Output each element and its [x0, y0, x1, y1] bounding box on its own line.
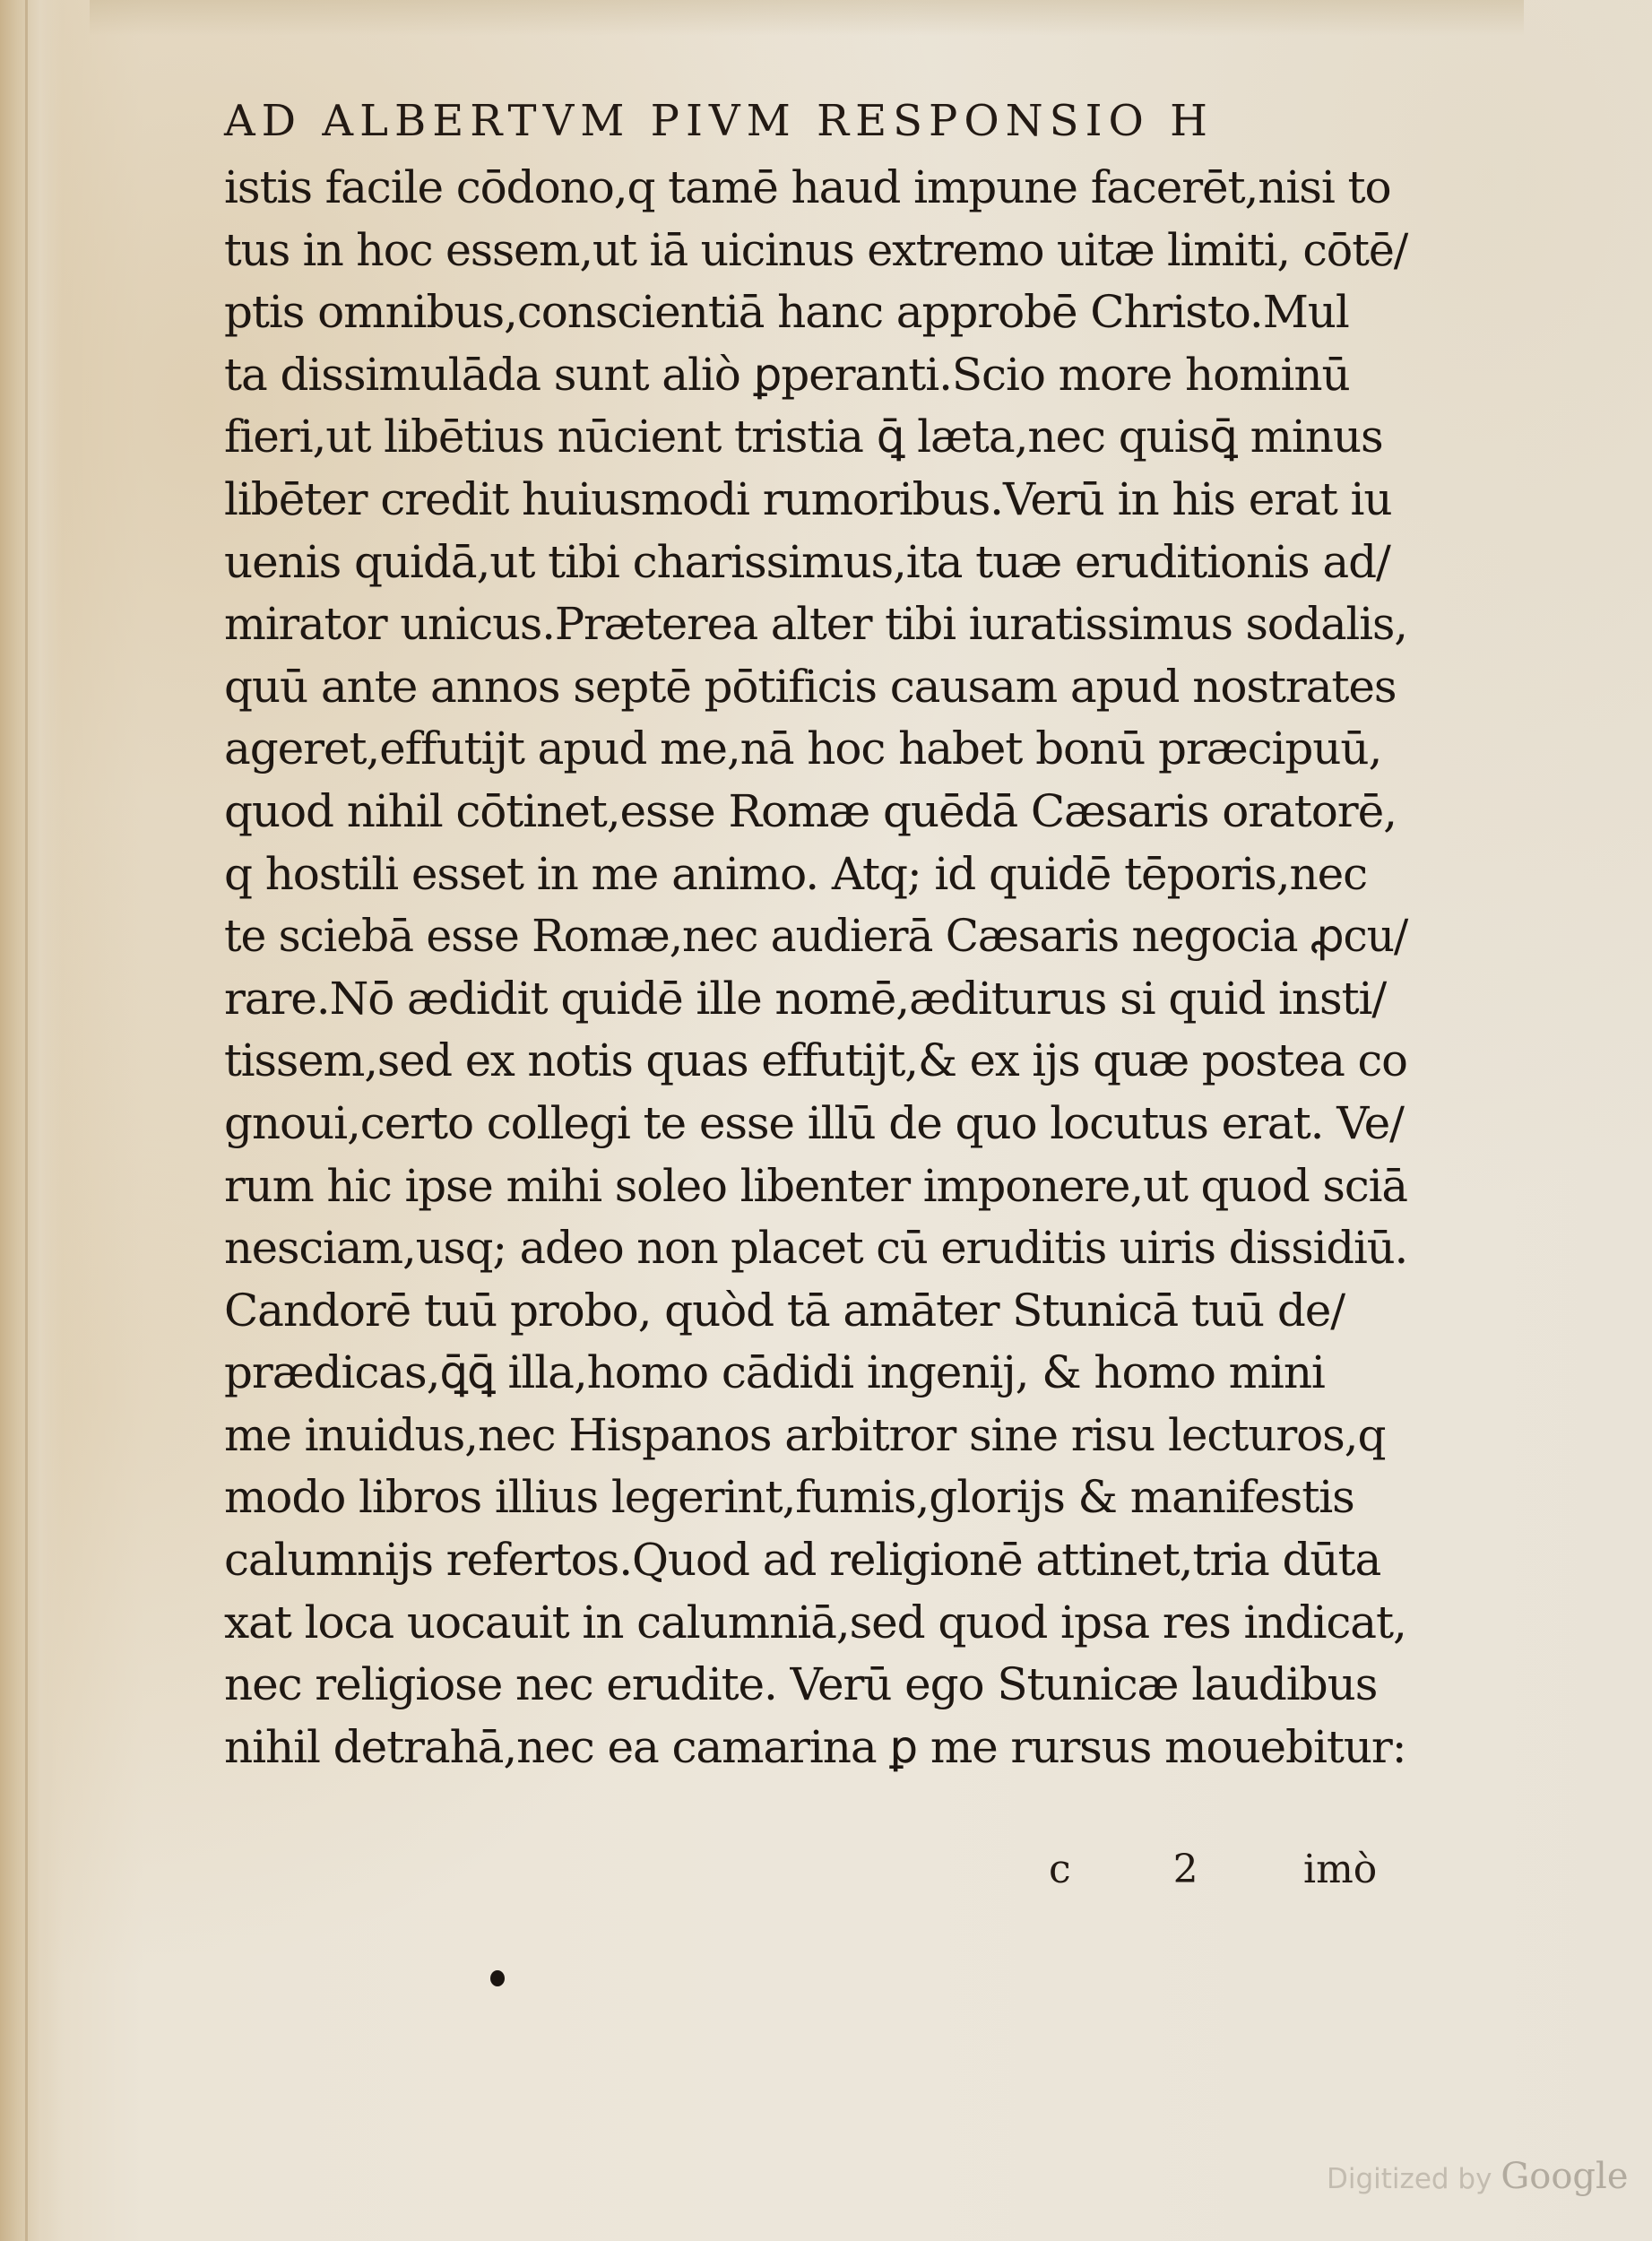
text-line: calumnijs refertos.Quod ad religionē attinet,tria dūta — [224, 1534, 1381, 1587]
binding-edge — [25, 0, 28, 2241]
text-line: rare.Nō ædidit quidē ille nomē,æditurus si quid insti/ — [224, 972, 1387, 1025]
text-line: quū ante annos septē pōtificis causam apud nostrates — [224, 660, 1397, 713]
catchword: imò — [1303, 1847, 1378, 1892]
text-line: xat loca uocauit in calumniā,sed quod ipsa res indicat, — [224, 1596, 1406, 1648]
text-line: uenis quidā,ut tibi charissimus,ita tuæ eruditionis ad/ — [224, 535, 1390, 588]
text-line: nec religiose nec erudite. Verū ego Stunicæ laudibus — [224, 1658, 1378, 1711]
text-line: te sciebā esse Romæ,nec audierā Cæsaris negocia ꝓcu/ — [224, 910, 1408, 963]
text-line: q hostili esset in me animo. Atq; id quidē tēporis,nec — [224, 847, 1367, 900]
signature-mark: c 2 — [1049, 1847, 1243, 1892]
running-head: AD ALBERTVM PIVM RESPONSIO H — [224, 96, 1214, 146]
text-line: nihil detrahā,nec ea camarina ꝑ me rursus mouebitur: — [224, 1720, 1406, 1773]
ink-dot — [490, 1970, 505, 1986]
text-line: prædicas,ꝗ̄ꝗ̄ illa,homo cādidi ingenij, & homo mini — [224, 1346, 1325, 1399]
text-line: istis facile cōdono,q tamē haud impune facerēt,nisi to — [224, 161, 1391, 213]
text-line: gnoui,certo collegi te esse illū de quo locutus erat. Ve/ — [224, 1096, 1404, 1149]
text-line: libēter credit huiusmodi rumoribus.Verū in his erat iu — [224, 472, 1392, 525]
text-block — [224, 85, 1407, 1778]
text-line: ptis omnibus,conscientiā hanc approbē Christo.Mul — [224, 286, 1349, 339]
text-line: rum hic ipse mihi soleo libenter imponere,ut quod sciā — [224, 1159, 1407, 1212]
digitization-watermark — [1327, 2156, 1629, 2197]
watermark-brand: Google — [1501, 2156, 1629, 2197]
text-line: tissem,sed ex notis quas effutijt,& ex ijs quæ postea co — [224, 1034, 1407, 1087]
text-line: nesciam,usq; adeo non placet cū eruditis uiris dissidiū. — [224, 1222, 1408, 1275]
body-text — [224, 157, 1407, 1778]
text-line: tus in hoc essem,ut iā uicinus extremo uitæ limiti, cōtē/ — [224, 223, 1408, 276]
text-line: fieri,ut libētius nūcient tristia ꝗ̄ læta,nec quisꝗ̄ minus — [224, 411, 1383, 463]
text-line: ageret,effutijt apud me,nā hoc habet bonū præcipuū, — [224, 722, 1382, 775]
text-line: mirator unicus.Præterea alter tibi iuratissimus sodalis, — [224, 598, 1407, 651]
text-line: quod nihil cōtinet,esse Romæ quēdā Cæsaris oratorē, — [224, 784, 1397, 837]
page-footer — [224, 1847, 1407, 1918]
text-line: Candorē tuū probo, quòd tā amāter Stunicā tuū de/ — [224, 1284, 1345, 1337]
text-line: me inuidus,nec Hispanos arbitror sine risu lecturos,q — [224, 1408, 1386, 1461]
text-line: ta dissimulāda sunt aliò ꝑperanti.Scio more hominū — [224, 348, 1350, 401]
page-top-stain — [90, 0, 1524, 36]
text-line: modo libros illius legerint,fumis,glorijs & manifestis — [224, 1471, 1354, 1524]
watermark-prefix: Digitized by — [1327, 2163, 1492, 2195]
page-gutter-shadow — [0, 0, 63, 2241]
